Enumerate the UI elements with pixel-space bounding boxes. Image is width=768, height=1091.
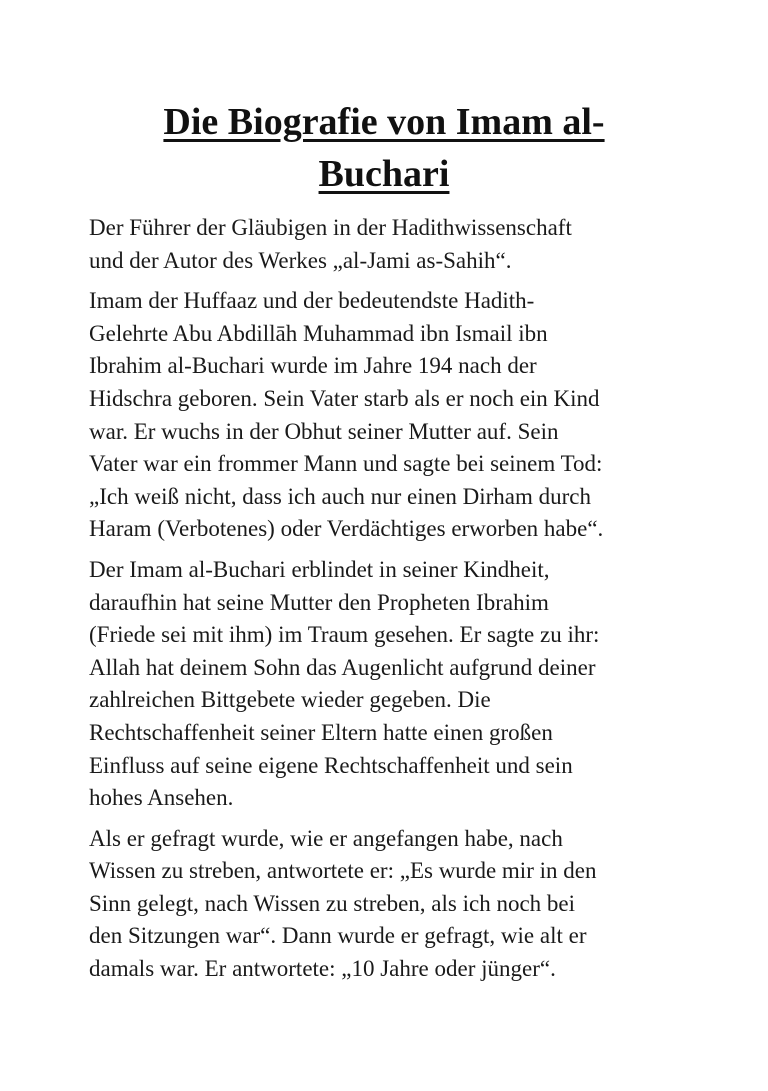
text-line: (Friede sei mit ihm) im Traum gesehen. Er sagte zu ihr:: [89, 622, 600, 648]
text-line: Wissen zu streben, antwortete er: „Es wurde mir in den: [89, 858, 597, 884]
text-line: Der Imam al-Buchari erblindet in seiner Kindheit,: [89, 556, 550, 582]
text-line: Als er gefragt wurde, wie er angefangen habe, nach: [89, 825, 563, 851]
text-line: Vater war ein frommer Mann und sagte bei seinem Tod:: [89, 451, 603, 477]
text-line: Sinn gelegt, nach Wissen zu streben, als ich noch bei: [89, 890, 575, 916]
text-line: war. Er wuchs in der Obhut seiner Mutter auf. Sein: [89, 418, 559, 444]
title-line: Buchari: [318, 153, 450, 195]
text-line: Gelehrte Abu Abdillāh Muhammad ibn Ismail ibn: [89, 320, 548, 346]
text-line: Hidschra geboren. Sein Vater starb als er noch ein Kind: [89, 385, 600, 411]
text-line: damals war. Er antwortete: „10 Jahre oder jünger“.: [89, 956, 556, 982]
text-line: Haram (Verbotenes) oder Verdächtiges erworben habe“.: [89, 516, 604, 542]
text-line: Der Führer der Gläubigen in der Hadithwissenschaft: [89, 215, 572, 240]
text-line: Allah hat deinem Sohn das Augenlicht aufgrund deiner: [89, 654, 596, 680]
text-line: zahlreichen Bittgebete wieder gegeben. Die: [89, 687, 491, 713]
text-line: daraufhin hat seine Mutter den Propheten Ibrahim: [89, 589, 549, 615]
text-line: Rechtschaffenheit seiner Eltern hatte einen großen: [89, 719, 553, 745]
text-line: Imam der Huffaaz und der bedeutendste Hadith-: [89, 288, 535, 314]
text-line: Ibrahim al-Buchari wurde im Jahre 194 nach der: [89, 353, 537, 379]
paragraph-knowledge: [89, 823, 699, 986]
text-line: hohes Ansehen.: [89, 785, 234, 811]
document-body: [89, 212, 699, 994]
text-line: und der Autor des Werkes „al-Jami as-Sahih“.: [89, 247, 512, 273]
paragraph-birth: [89, 285, 699, 546]
paragraph-childhood: [89, 554, 699, 815]
paragraph-intro: [89, 212, 699, 277]
text-line: „Ich weiß nicht, dass ich auch nur einen Dirham durch: [89, 483, 591, 509]
title-line: Die Biografie von Imam al-: [163, 101, 605, 143]
text-line: Einfluss auf seine eigene Rechtschaffenheit und sein: [89, 752, 573, 778]
text-line: den Sitzungen war“. Dann wurde er gefragt, wie alt er: [89, 923, 587, 949]
page-title: [80, 96, 688, 200]
